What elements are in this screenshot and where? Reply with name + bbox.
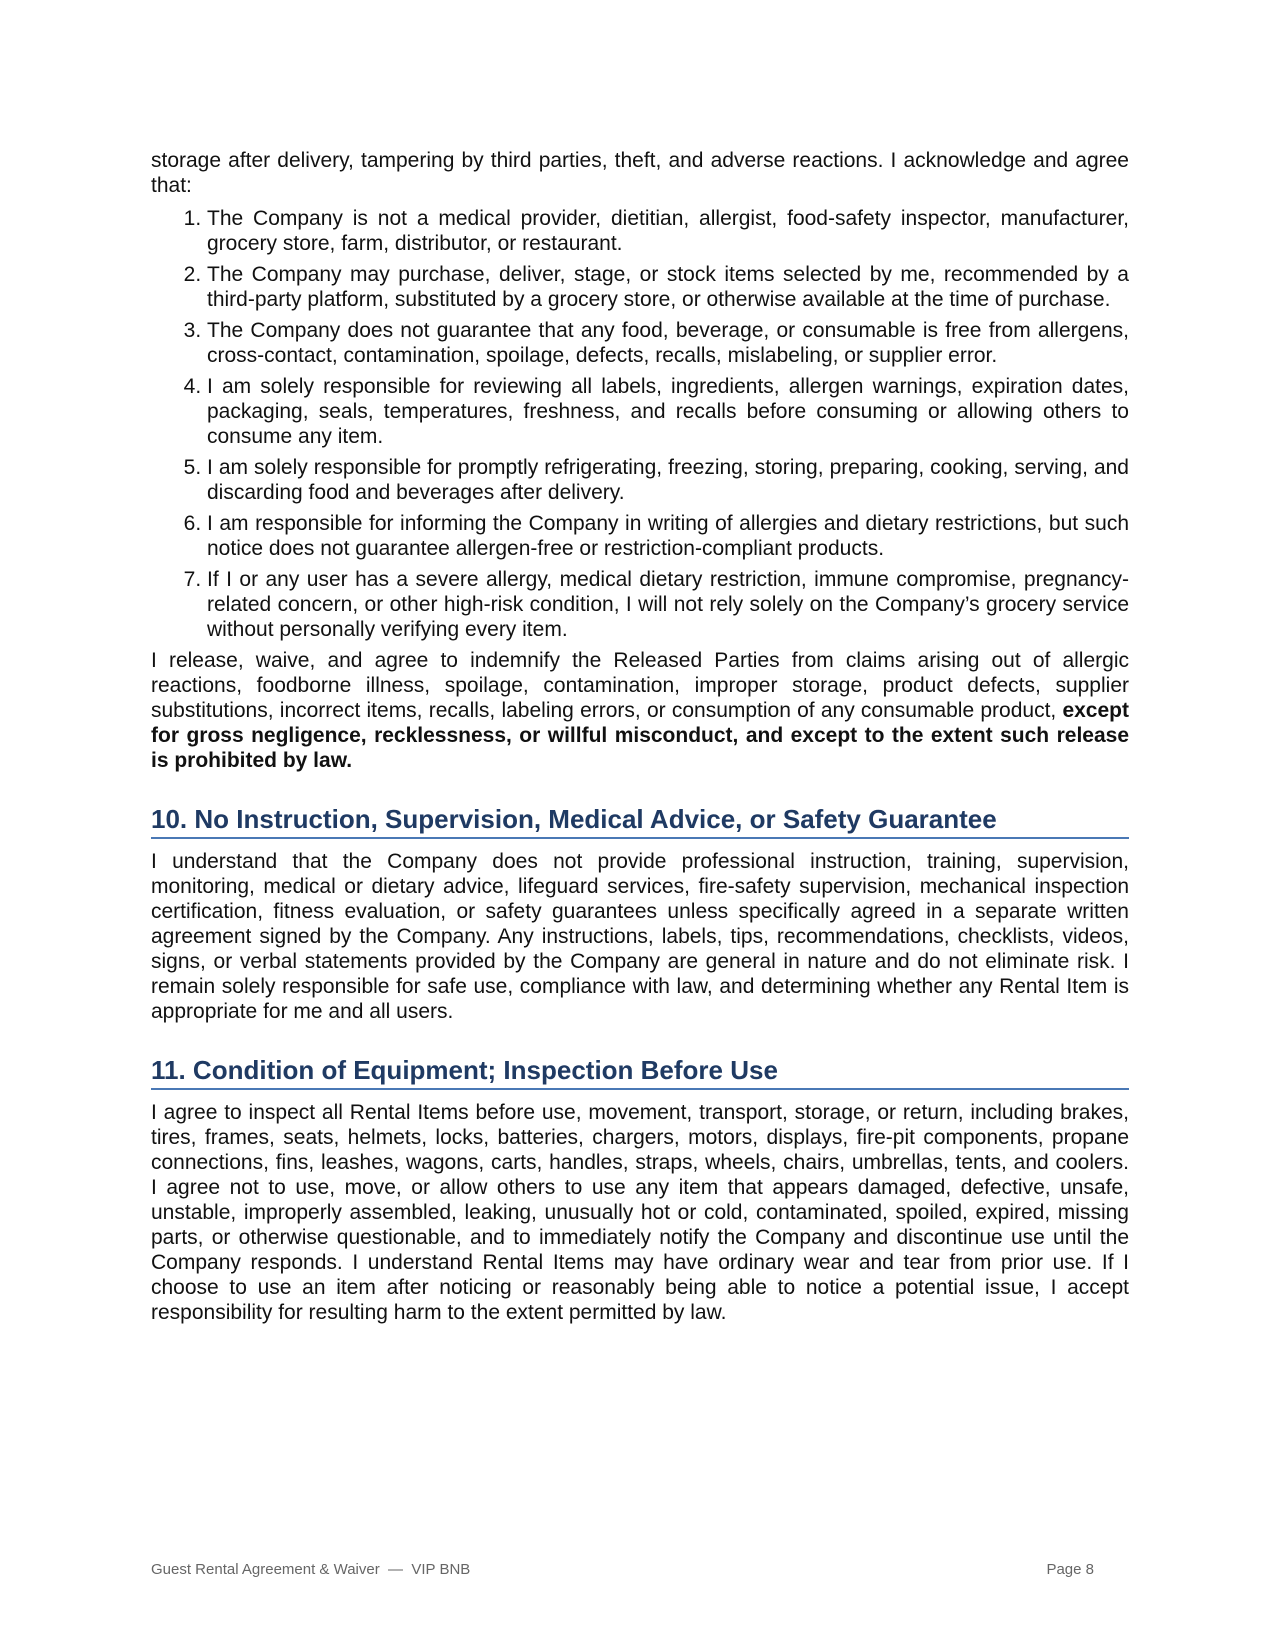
page-footer [151, 1561, 1094, 1578]
section-10-heading: 10. No Instruction, Supervision, Medical Advice, or Safety Guarantee [151, 803, 1129, 839]
release-emphasis: except for gross negligence, recklessness, or willful misconduct, and except to the extent such release is prohibited by law. [151, 699, 1129, 772]
list-item: 1. The Company is not a medical provider, dietitian, allergist, food-safety inspector, manufacturer, grocery store, farm, distributor, or restaurant. [207, 206, 1129, 256]
section-10-body: I understand that the Company does not provide professional instruction, training, supervision, monitoring, medical or dietary advice, lifeguard services, fire-safety supervision, mechanical inspection certification, fitness evaluation, or safety guarantees unless specifically agreed in a separate written agreement signed by the Company. Any instructions, labels, tips, recommendations, checklists, videos, signs, or verbal statements provided by the Company are general in nature and do not eliminate risk. I remain solely responsible for safe use, compliance with law, and determining whether any Rental Item is appropriate for me and all users. [151, 850, 1129, 1023]
release-paragraph [151, 648, 1129, 773]
footer-document-title: Guest Rental Agreement & Waiver — VIP BNB [151, 1561, 471, 1578]
list-item: 2. The Company may purchase, deliver, stage, or stock items selected by me, recommended by a third-party platform, substituted by a grocery store, or otherwise available at the time of purchase. [207, 262, 1129, 312]
section-11-heading: 11. Condition of Equipment; Inspection Before Use [151, 1054, 1129, 1090]
list-item: 6. I am responsible for informing the Company in writing of allergies and dietary restrictions, but such notice does not guarantee allergen-free or restriction-compliant products. [207, 511, 1129, 561]
release-text: I release, waive, and agree to indemnify the Released Parties from claims arising out of allergic reactions, foodborne illness, spoilage, contamination, improper storage, product defects, supplier substitutions, incorrect items, recalls, labeling errors, or consumption of any consumable product, [151, 649, 1129, 722]
list-item: 5. I am solely responsible for promptly refrigerating, freezing, storing, preparing, cooking, serving, and discarding food and beverages after delivery. [207, 455, 1129, 505]
intro-paragraph: storage after delivery, tampering by third parties, theft, and adverse reactions. I acknowledge and agree that: [151, 149, 1129, 197]
list-item: 7. If I or any user has a severe allergy, medical dietary restriction, immune compromise, pregnancy-related concern, or other high-risk condition, I will not rely solely on the Company’s grocery service without personally verifying every item. [207, 567, 1129, 642]
list-item: 3. The Company does not guarantee that any food, beverage, or consumable is free from allergens, cross-contact, contamination, spoilage, defects, recalls, mislabeling, or supplier error. [207, 318, 1129, 368]
list-item: 4. I am solely responsible for reviewing all labels, ingredients, allergen warnings, expiration dates, packaging, seals, temperatures, freshness, and recalls before consuming or allowing others to consume any item. [207, 374, 1129, 449]
document-body [151, 148, 1129, 1325]
section-11-body: I agree to inspect all Rental Items before use, movement, transport, storage, or return, including brakes, tires, frames, seats, helmets, locks, batteries, chargers, motors, displays, fire-pit components, propane connections, fins, leashes, wagons, carts, handles, straps, wheels, chairs, umbrellas, tents, and coolers. I agree not to use, move, or allow others to use any item that appears damaged, defective, unsafe, unstable, improperly assembled, leaking, unusually hot or cold, contaminated, spoiled, expired, missing parts, or otherwise questionable, and to immediately notify the Company and discontinue use until the Company responds. I understand Rental Items may have ordinary wear and tear from prior use. If I choose to use an item after noticing or reasonably being able to notice a potential issue, I accept responsibility for resulting harm to the extent permitted by law. [151, 1101, 1129, 1324]
footer-page-number: Page 8 [1046, 1561, 1094, 1578]
acknowledgement-list [151, 206, 1129, 642]
